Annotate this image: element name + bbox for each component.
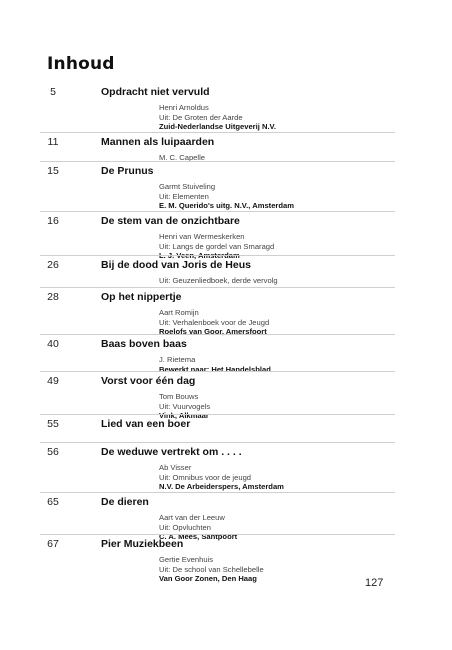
page-title: Inhoud xyxy=(47,54,115,74)
entry-title: De Prunus xyxy=(101,165,154,177)
toc-entry xyxy=(0,418,452,431)
entry-source-line: Henri van Wermeskerken xyxy=(159,232,245,241)
entry-title: Baas boven baas xyxy=(101,338,187,350)
toc-entry xyxy=(0,86,452,132)
entry-source-line: Uit: Vuurvogels xyxy=(159,401,211,411)
entry-page-number: 55 xyxy=(47,418,59,430)
toc-entry xyxy=(0,259,452,286)
entry-source-line: Uit: Opvluchten xyxy=(159,522,211,532)
entry-source-line: Uit: Langs de gordel van Smaragd xyxy=(159,241,275,251)
entry-source-line: Uit: Elementen xyxy=(159,191,209,201)
entry-publisher: C. A. Mees, Santpoort xyxy=(159,532,238,542)
toc-entry xyxy=(0,165,452,211)
entry-source-line: Uit: Verhalenboek voor de Jeugd xyxy=(159,317,270,327)
entry-divider xyxy=(40,161,395,162)
entry-page-number: 65 xyxy=(47,496,59,508)
entry-divider xyxy=(40,414,395,415)
entry-title: Opdracht niet vervuld xyxy=(101,86,210,98)
entry-title: De dieren xyxy=(101,496,149,508)
entry-title: Vorst voor één dag xyxy=(101,375,196,387)
entry-source-line: Uit: De school van Schellebelle xyxy=(159,564,264,574)
entry-title: Lied van een boer xyxy=(101,418,191,430)
entry-divider xyxy=(40,255,395,256)
entry-details xyxy=(159,555,452,584)
entry-page-number: 56 xyxy=(47,446,59,458)
entry-details xyxy=(159,463,452,492)
toc-entry xyxy=(0,446,452,492)
entry-title: Mannen als luipaarden xyxy=(101,136,215,148)
page-number: 127 xyxy=(365,577,384,589)
entry-publisher: Van Goor Zonen, Den Haag xyxy=(159,574,257,584)
entry-title: Bij de dood van Joris de Heus xyxy=(101,259,251,271)
toc-entry xyxy=(0,136,452,163)
entry-page-number: 28 xyxy=(47,291,59,303)
entry-publisher: E. M. Querido's uitg. N.V., Amsterdam xyxy=(159,201,295,211)
entry-source-line: Aart Romijn xyxy=(159,308,199,317)
entry-divider xyxy=(40,334,395,335)
entry-source-line: M. C. Capelle xyxy=(159,153,206,162)
entry-source-line: Gertie Evenhuis xyxy=(159,555,214,564)
entry-publisher: Roelofs van Goor, Amersfoort xyxy=(159,327,267,337)
entry-title: Pier Muziekbeen xyxy=(101,538,184,550)
entry-divider xyxy=(40,371,395,372)
toc-entry xyxy=(0,215,452,261)
entry-source-line: Uit: Omnibus voor de jeugd xyxy=(159,472,252,482)
entry-source-line: J. Rietema xyxy=(159,355,196,364)
entry-divider xyxy=(40,492,395,493)
entry-publisher: Bewerkt naar: Het Handelsblad xyxy=(159,364,271,374)
entry-details xyxy=(159,392,452,421)
entry-page-number: 26 xyxy=(47,259,59,271)
entry-page-number: 40 xyxy=(47,338,59,350)
entry-page-number: 67 xyxy=(47,538,59,550)
entry-page-number: 16 xyxy=(47,215,59,227)
entry-page-number: 11 xyxy=(47,136,59,148)
entry-source-line: Uit: Geuzenliedboek, derde vervolg xyxy=(159,276,278,285)
toc-entry xyxy=(0,291,452,337)
entry-page-number: 49 xyxy=(47,375,59,387)
entry-divider xyxy=(40,211,395,212)
entry-source-line: Ab Visser xyxy=(159,463,192,472)
entry-details xyxy=(159,308,452,337)
entry-source-line: Henri Arnoldus xyxy=(159,103,209,112)
entry-source-line: Tom Bouws xyxy=(159,392,199,401)
entry-title: De weduwe vertrekt om . . . . xyxy=(101,446,242,458)
entry-title: De stem van de onzichtbare xyxy=(101,215,240,227)
entry-divider xyxy=(40,132,395,133)
entry-publisher: N.V. De Arbeiderspers, Amsterdam xyxy=(159,482,284,492)
entry-page-number: 5 xyxy=(50,86,56,98)
entry-source-line: Garmt Stuiveling xyxy=(159,182,216,191)
entry-divider xyxy=(40,534,395,535)
entry-source-line: Uit: De Groten der Aarde xyxy=(159,112,243,122)
entry-publisher: Zuid-Nederlandse Uitgeverij N.V. xyxy=(159,122,277,132)
entry-page-number: 15 xyxy=(47,165,59,177)
entry-details xyxy=(159,276,452,286)
entry-title: Op het nippertje xyxy=(101,291,182,303)
entry-publisher: Vink, Alkmaar xyxy=(159,411,209,421)
entry-source-line: Aart van der Leeuw xyxy=(159,513,225,522)
entry-divider xyxy=(40,442,395,443)
entry-details xyxy=(159,232,452,261)
toc-entry xyxy=(0,538,452,584)
entry-publisher: L. J. Veen, Amsterdam xyxy=(159,251,240,261)
entry-divider xyxy=(40,287,395,288)
entry-details xyxy=(159,182,452,211)
toc-entry xyxy=(0,338,452,374)
entry-details xyxy=(159,103,452,132)
